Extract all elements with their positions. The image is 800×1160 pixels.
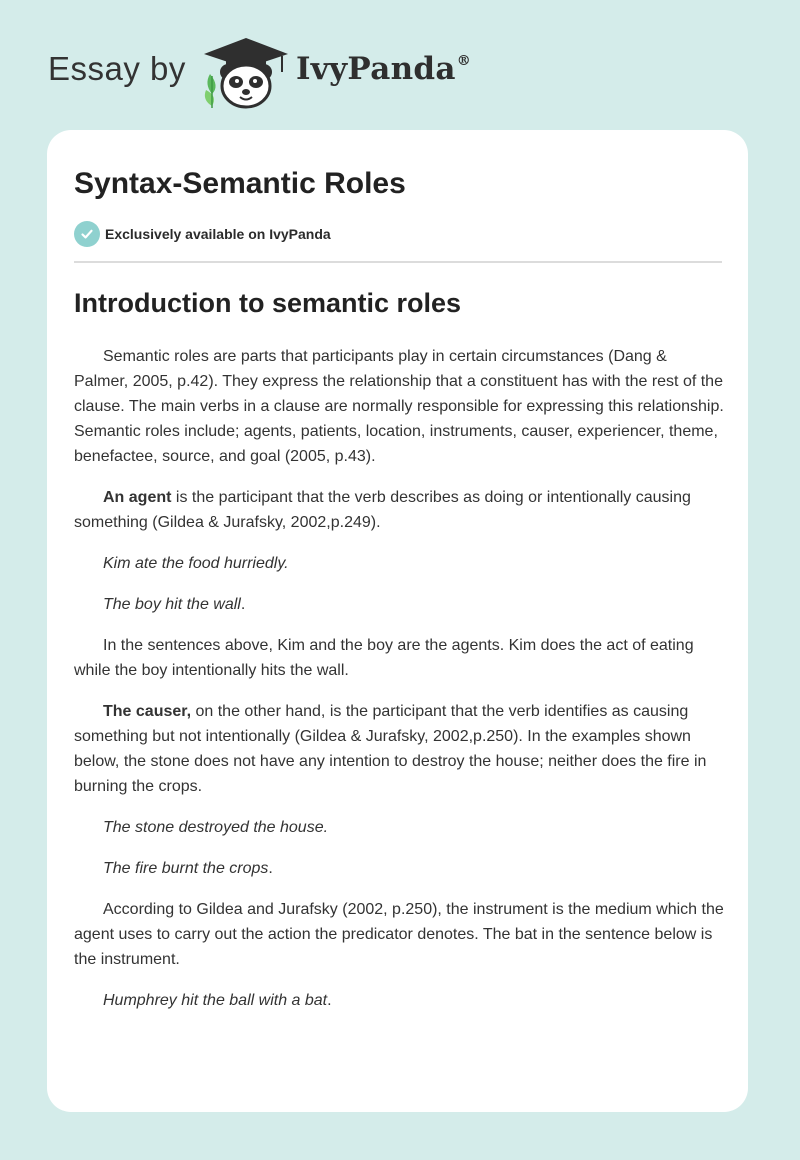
example-period: .	[268, 860, 273, 877]
paragraph: In the sentences above, Kim and the boy are the agents. Kim does the act of eating while the boy intentionally hits the wall.	[74, 637, 694, 679]
example-sentence: The stone destroyed the house.	[103, 819, 329, 836]
term-causer: The causer,	[103, 703, 192, 720]
example-sentence: Humphrey hit the ball with a bat	[103, 992, 328, 1009]
example-sentence-wrapper	[74, 988, 724, 1013]
section-heading: Introduction to semantic roles	[74, 288, 462, 318]
paragraph	[74, 485, 724, 535]
example-sentence: The boy hit the wall	[103, 596, 241, 613]
exclusive-badge	[74, 221, 331, 247]
example-sentence-wrapper	[74, 592, 724, 617]
example-sentence: The fire burnt the crops	[103, 860, 269, 877]
panda-logo-icon[interactable]	[200, 34, 292, 110]
example-sentence: Kim ate the food hurriedly.	[103, 555, 289, 572]
divider	[74, 261, 722, 263]
paragraph-text: is the participant that the verb describes as doing or intentionally causing something (Gildea & Jurafsky, 2002,p.249).	[74, 489, 691, 531]
paragraph: According to Gildea and Jurafsky (2002, p.250), the instrument is the medium which the agent uses to carry out the action the predicator denotes. The bat in the sentence below is the instrument.	[74, 901, 724, 968]
term-agent: An agent	[103, 489, 172, 506]
example-sentence-wrapper	[74, 856, 724, 881]
paragraph: Semantic roles are parts that participants play in certain circumstances (Dang & Palmer, 2005, p.42). They express the relationship that a constituent has with the rest of the clause. The main verbs in a clause are normally responsible for expressing this relationship. Semantic roles include; agents, patients, location, instruments, causer, experiencer, theme, benefactee, source, and goal (2005, p.43).	[74, 348, 724, 465]
page-title: Syntax-Semantic Roles	[74, 167, 406, 200]
article-body	[74, 286, 724, 1029]
check-icon	[74, 221, 100, 247]
paragraph	[74, 699, 724, 799]
example-period: .	[327, 992, 332, 1009]
essay-by-label: Essay by	[48, 50, 186, 87]
brand-text: IvyPanda	[296, 51, 456, 87]
site-header	[0, 0, 800, 120]
example-period: .	[240, 596, 246, 613]
article-card	[47, 130, 748, 1112]
brand-name[interactable]	[296, 51, 471, 87]
exclusive-badge-label: Exclusively available on IvyPanda	[105, 226, 331, 242]
paragraph-text: on the other hand, is the participant that the verb identifies as causing something but not intentionally (Gildea & Jurafsky, 2002,p.250). In the examples shown below, the stone does not have any intention to destroy the house; neither does the fire in burning the crops.	[74, 703, 707, 795]
registered-mark: ®	[456, 53, 472, 69]
